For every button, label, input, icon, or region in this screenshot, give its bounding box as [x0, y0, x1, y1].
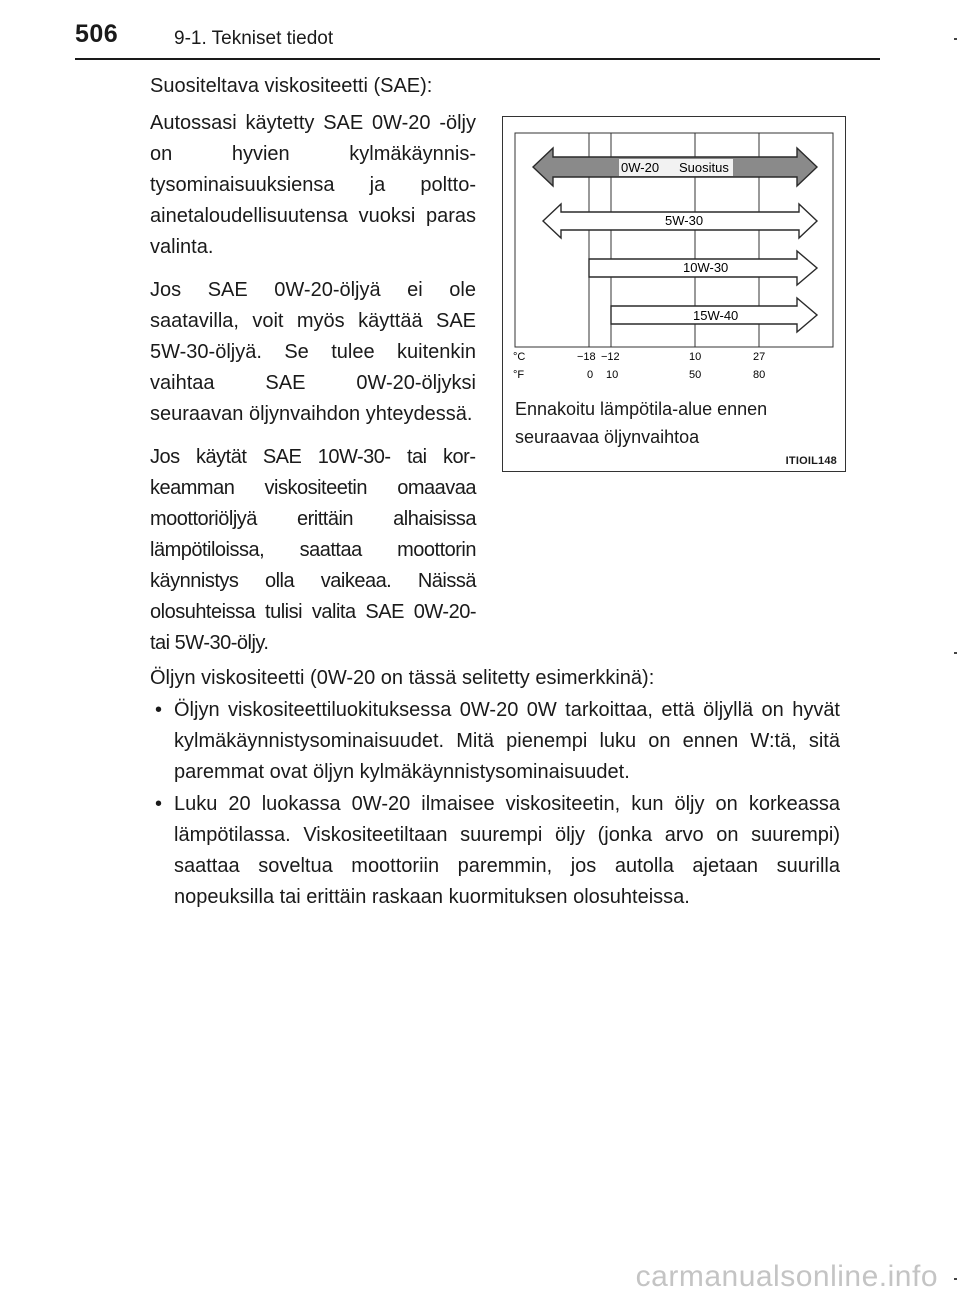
watermark-text: carmanualsonline.info — [635, 1260, 938, 1293]
tick-f-50: 50 — [689, 369, 702, 381]
bullet-marker: • — [155, 793, 163, 815]
crop-mark — [954, 1278, 957, 1280]
explanation-lead: Öljyn viskositeetti (0W-20 on tässä selitetty esimerkkinä): — [150, 667, 655, 689]
tick-c-minus18: −18 — [577, 351, 596, 363]
list-item-text: Luku 20 luokassa 0W-20 ilmaisee viskositeetin, kun öljy on korkeassa lämpötilassa. Viskositeetiltaan suurempi öljy (jonka arvo on suurempi) saattaa soveltua moottoriin paremmin, jos autolla ajetaan suurilla nopeuksilla tai erittäin raskaan kuormituksen olosuhteissa. — [174, 793, 840, 908]
crop-mark — [954, 652, 957, 654]
arrow-0w20-note: Suositus — [679, 160, 729, 175]
header-divider — [75, 58, 880, 60]
paragraph-recommended-oil: Autossasi käytetty SAE 0W-20 -öljy on hyvien kylmäkäynnistysominaisuuksiensa ja polttoainetaloudellisuutensa vuoksi paras valinta. — [150, 112, 476, 258]
arrow-0w20-grade: 0W-20 — [621, 160, 660, 175]
tick-f-80: 80 — [753, 369, 766, 381]
tick-f-10: 10 — [606, 369, 619, 381]
arrow-10w30-grade: 10W-30 — [683, 260, 729, 275]
explanation-list — [150, 695, 840, 913]
list-item — [150, 789, 840, 913]
crop-mark — [954, 38, 957, 40]
tick-f-0: 0 — [587, 369, 594, 381]
tick-c-10: 10 — [689, 351, 702, 363]
paragraph-cold-start-warning: Jos käytät SAE 10W-30- tai korkeamman viskositeetin omaavaa moottoriöljyä erittäin alhaisissa lämpötiloissa, saattaa moottorin käynnistys olla vaikeaa. Näissä olosuhteissa tulisi valita SAE 0W-20- tai 5W-30-öljy. — [150, 446, 476, 654]
unit-celsius: °C — [513, 351, 526, 363]
left-column-text — [150, 108, 476, 671]
paragraph-alternative-oil: Jos SAE 0W-20-öljyä ei ole saatavilla, voit myös käyttää SAE 5W-30-öljyä. Se tulee kuitenkin vaihtaa SAE 0W-20-öljyksi seuraavan öljynvaihdon yhteydessä. — [150, 279, 476, 425]
figure-caption: Ennakoitu lämpötila-alue ennen seuraavaa öljynvaihtoa — [515, 399, 768, 447]
tick-c-27: 27 — [753, 351, 766, 363]
bullet-marker: • — [155, 699, 163, 721]
page-number: 506 — [75, 20, 119, 48]
unit-fahrenheit: °F — [513, 369, 525, 381]
arrow-5w30-grade: 5W-30 — [665, 213, 704, 228]
tick-c-minus12: −12 — [601, 351, 620, 363]
list-item — [150, 695, 840, 788]
intro-heading: Suositeltava viskositeetti (SAE): — [150, 75, 433, 97]
viscosity-explanation — [150, 663, 840, 914]
section-title: 9-1. Tekniset tiedot — [174, 28, 334, 49]
figure-code: ITIOIL148 — [785, 455, 837, 467]
arrow-15w40-grade: 15W-40 — [693, 308, 739, 323]
viscosity-chart-figure — [502, 116, 846, 472]
list-item-text: Öljyn viskositeettiluokituksessa 0W-20 0W tarkoittaa, että öljyllä on hyvät kylmäkäynnistysominaisuudet. Mitä pienempi luku on ennen W:tä, sitä paremmat ovat öljyn kylmäkäynnistysominaisuudet. — [174, 699, 840, 783]
